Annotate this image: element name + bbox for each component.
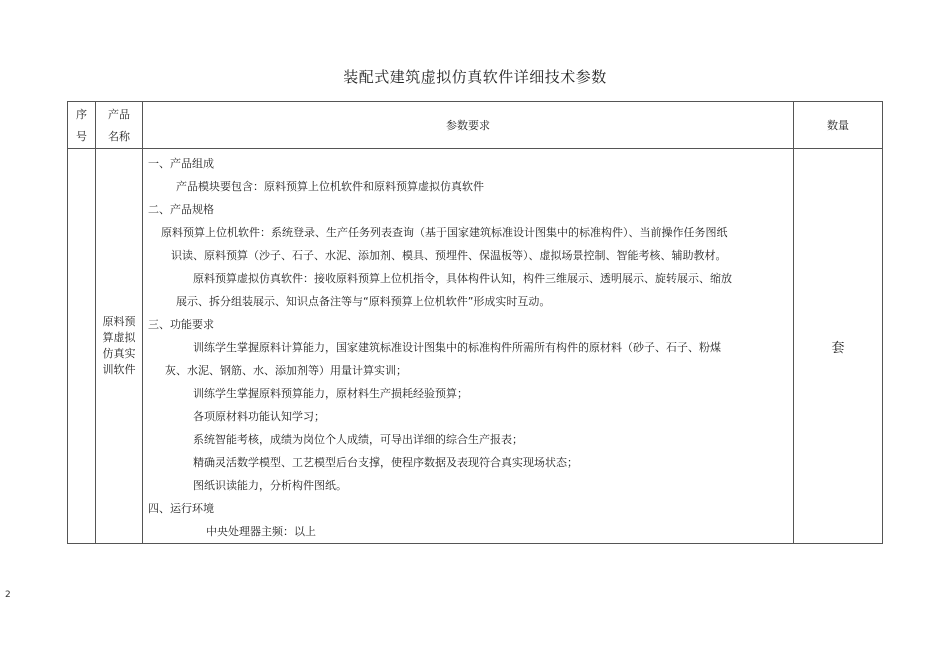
section-heading: 四、运行环境 [148,502,214,515]
requirement-line: 中央处理器主频：以上 [206,525,316,538]
page-number: 2 [5,590,11,600]
requirement-line: 展示、拆分组装展示、知识点备注等与“原料预算上位机软件”形成实时互动。 [176,295,551,308]
table-row [68,149,883,544]
requirement-line: 系统智能考核，成绩为岗位个人成绩，可导出详细的综合生产报表； [193,433,523,446]
requirement-line: 各项原材料功能认知学习； [193,410,325,423]
product-name-line: 仿真实 [102,347,136,360]
section-heading: 一、产品组成 [148,157,214,170]
header-index-line2: 号 [76,129,87,143]
requirement-line: 产品模块要包含：原料预算上位机软件和原料预算虚拟仿真软件 [176,180,484,193]
header-index [68,102,96,149]
header-product-line1: 产品 [108,107,130,121]
requirement-line: 精确灵活数学模型、工艺模型后台支撑，使程序数据及表现符合真实现场状态； [193,456,578,469]
requirement-line: 训练学生掌握原料计算能力，国家建筑标准设计图集中的标准构件所需所有构件的原材料（砂子、石子、粉煤 [193,341,721,354]
product-name-line: 训软件 [102,363,136,376]
product-name-cell [96,149,143,544]
requirements-cell [143,149,794,544]
header-index-line1: 序 [76,107,87,121]
header-row [68,102,883,149]
requirement-line: 灰、水泥、钢筋、水、添加剂等）用量计算实训； [165,364,407,377]
quantity-cell: 套 [794,149,883,544]
section-heading: 三、功能要求 [148,318,214,331]
requirement-line: 训练学生掌握原料预算能力，原材料生产损耗经验预算； [193,387,468,400]
requirement-line: 原料预算上位机软件：系统登录、生产任务列表查询（基于国家建筑标准设计图集中的标准构件）、当前操作任务图纸 [161,226,728,239]
header-product-line2: 名称 [108,129,130,143]
header-quantity: 数量 [794,102,883,149]
header-product-name [96,102,143,149]
row-index-cell [68,149,96,544]
product-name-line: 算虚拟 [102,331,136,344]
header-requirements: 参数要求 [143,102,794,149]
requirement-line: 图纸识读能力，分析构件图纸。 [193,479,347,492]
section-heading: 二、产品规格 [148,203,214,216]
document-title: 装配式建筑虚拟仿真软件详细技术参数 [343,68,607,86]
requirement-line: 原料预算虚拟仿真软件：接收原料预算上位机指令，具体构件认知，构件三维展示、透明展示、旋转展示、缩放 [193,272,732,285]
spec-table [67,101,883,544]
product-name-line: 原料预 [102,315,136,328]
requirement-line: 识读、原料预算（沙子、石子、水泥、添加剂、模具、预埋件、保温板等）、虚拟场景控制、智能考核、辅助教材。 [171,249,727,262]
